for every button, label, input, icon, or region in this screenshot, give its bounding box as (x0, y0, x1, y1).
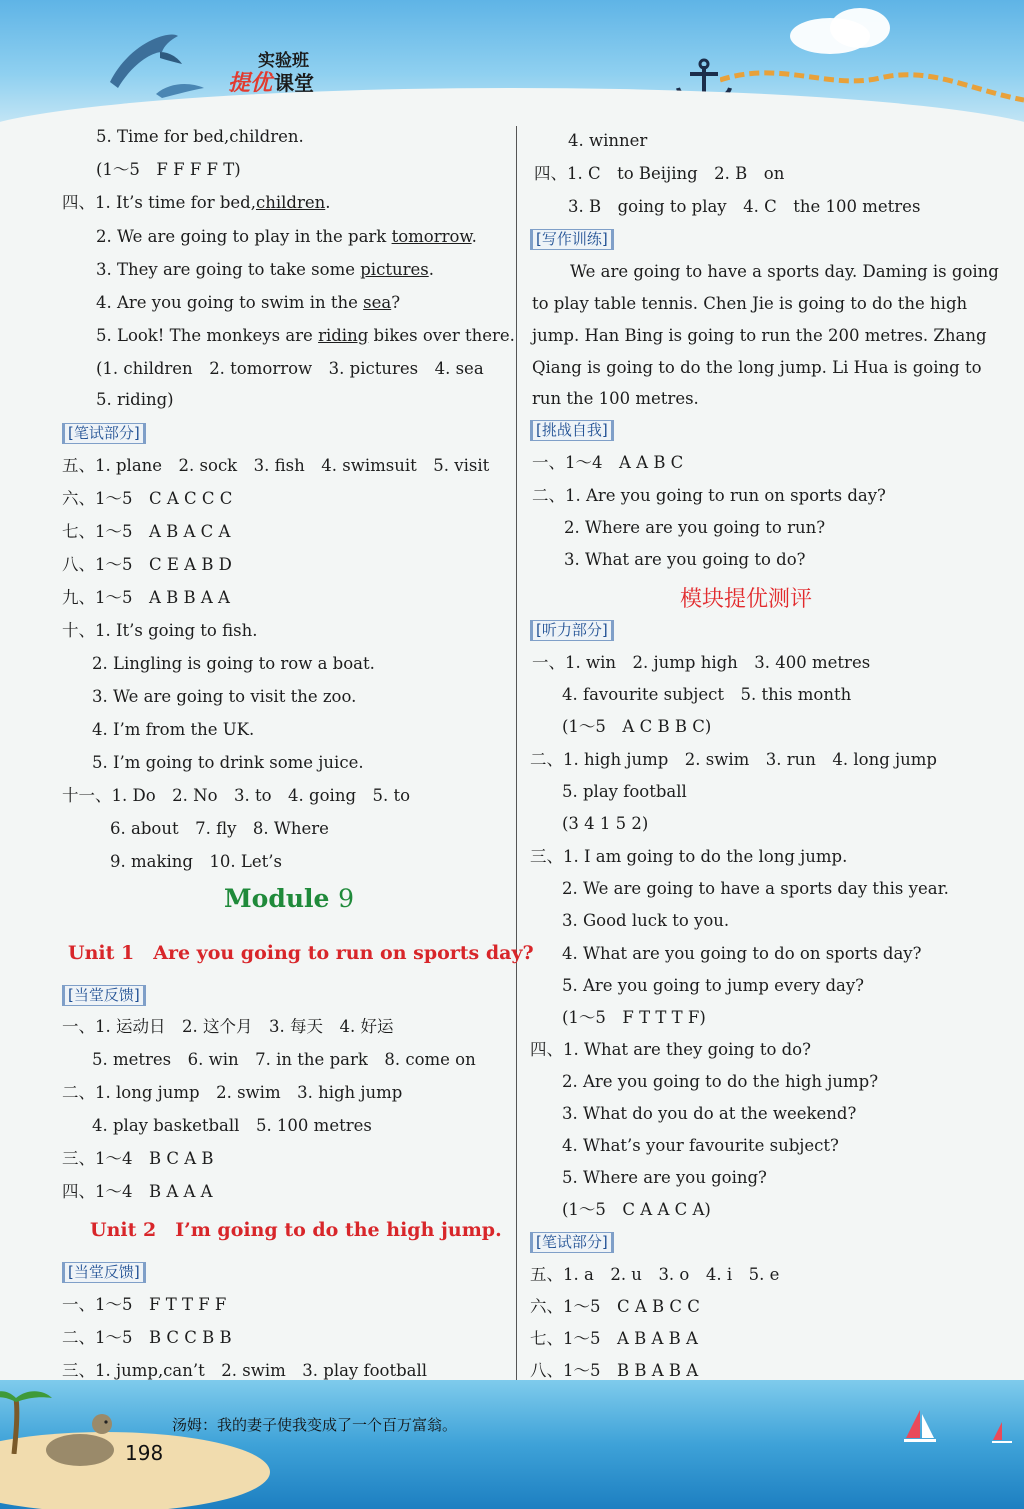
essay-line: We are going to have a sports day. Daming is going (570, 262, 999, 281)
answer-line: 八、1～5 C E A B D (62, 555, 232, 574)
answer-line: 二、1. long jump 2. swim 3. high jump (62, 1083, 403, 1102)
answer-line: 一、1～4 A A B C (532, 453, 684, 472)
answer-line: 四、1～4 B A A A (62, 1182, 213, 1201)
answer-line: 2. Lingling is going to row a boat. (92, 654, 375, 673)
answer-line: 四、1. It’s time for bed,children. (62, 193, 331, 212)
answer-line: 6. about 7. fly 8. Where (110, 819, 329, 838)
answer-line: 十一、1. Do 2. No 3. to 4. going 5. to (62, 786, 411, 805)
answer-line: 4. What’s your favourite subject? (562, 1136, 839, 1155)
answer-line: 二、1. high jump 2. swim 3. run 4. long jump (530, 750, 937, 769)
answer-line: 3. What do you do at the weekend? (562, 1104, 857, 1123)
answer-line: 七、1～5 A B A B A (530, 1329, 698, 1348)
answer-line: (1. children 2. tomorrow 3. pictures 4. sea (96, 359, 484, 378)
answer-line: 2. Where are you going to run? (564, 518, 826, 537)
answer-line: 一、1～5 F T T F F (62, 1295, 227, 1314)
answer-line: 七、1～5 A B A C A (62, 522, 231, 541)
answer-line: 四、1. What are they going to do? (530, 1040, 811, 1059)
answer-line: 5. I’m going to drink some juice. (92, 753, 364, 772)
section-label: [当堂反馈] (62, 985, 146, 1006)
answer-line: 二、1～5 B C C B B (62, 1328, 232, 1347)
unit-title: Unit 1 Are you going to run on sports day? (68, 942, 534, 964)
section-label: [写作训练] (530, 229, 614, 250)
answer-line: (1～5 C A A C A) (562, 1200, 711, 1219)
section-label: [听力部分] (530, 620, 614, 641)
seal-icon (40, 1410, 120, 1470)
answer-line: 4. winner (568, 131, 648, 150)
answer-line: 5. Time for bed,children. (96, 127, 304, 146)
logo-tiyou: 提优 (228, 71, 273, 96)
answer-line: 三、1～4 B C A B (62, 1149, 214, 1168)
answer-line: 3. Good luck to you. (562, 911, 730, 930)
answer-line: (3 4 1 5 2) (562, 814, 649, 833)
answer-line: 4. Are you going to swim in the sea? (96, 293, 401, 312)
answer-line: 3. They are going to take some pictures. (96, 260, 434, 279)
logo-class: 课堂 (274, 71, 315, 95)
answer-line: 四、1. C to Beijing 2. B on (534, 164, 785, 183)
sailboat-icon (900, 1406, 940, 1446)
essay-line: run the 100 metres. (532, 389, 699, 408)
section-label: [挑战自我] (530, 420, 614, 441)
footer-quote: 汤姆：我的妻子使我变成了一个百万富翁。 (172, 1416, 458, 1434)
answer-line: 4. favourite subject 5. this month (562, 685, 852, 704)
section-label: [笔试部分] (530, 1232, 614, 1253)
sailboat-icon (990, 1420, 1014, 1446)
answer-line: 三、1. I am going to do the long jump. (530, 847, 848, 866)
answer-line: 六、1～5 C A C C C (62, 489, 233, 508)
essay-line: Qiang is going to do the long jump. Li Hua is going to (532, 358, 982, 377)
section-label: [笔试部分] (62, 423, 146, 444)
answer-line: 3. We are going to visit the zoo. (92, 687, 357, 706)
answer-line: 5. Where are you going? (562, 1168, 767, 1187)
answer-line: 5. Are you going to jump every day? (562, 976, 865, 995)
logo-top-text: 实验班 (258, 51, 309, 71)
answer-line: 4. play basketball 5. 100 metres (92, 1116, 372, 1135)
answer-line: 4. I’m from the UK. (92, 720, 255, 739)
essay-line: to play table tennis. Chen Jie is going to do the high (532, 294, 968, 313)
answer-line: 5. Look! The monkeys are riding bikes over there. (96, 326, 515, 345)
section-label: [当堂反馈] (62, 1262, 146, 1283)
answer-line: 2. Are you going to do the high jump? (562, 1072, 879, 1091)
answer-line: 十、1. It’s going to fish. (62, 621, 258, 640)
answer-line: (1～5 F F F F T) (96, 160, 241, 179)
answer-line: 5. riding) (96, 390, 174, 409)
answer-line: 六、1～5 C A B C C (530, 1297, 700, 1316)
answer-line: 九、1～5 A B B A A (62, 588, 230, 607)
answer-line: 一、1. win 2. jump high 3. 400 metres (532, 653, 871, 672)
answer-line: 5. play football (562, 782, 687, 801)
answer-line: 一、1. 运动日 2. 这个月 3. 每天 4. 好运 (62, 1017, 394, 1036)
column-divider (516, 126, 517, 1381)
answer-line: 八、1～5 B B A B A (530, 1361, 699, 1380)
answer-line: (1～5 A C B B C) (562, 717, 712, 736)
essay-line: jump. Han Bing is going to run the 200 metres. Zhang (532, 326, 987, 345)
answer-line: 3. B going to play 4. C the 100 metres (568, 197, 921, 216)
answer-line: 9. making 10. Let’s (110, 852, 282, 871)
module-title: Module 9 (224, 884, 355, 913)
answer-line: 五、1. a 2. u 3. o 4. i 5. e (530, 1265, 780, 1284)
answer-line: 5. metres 6. win 7. in the park 8. come on (92, 1050, 476, 1069)
section-title: 模块提优测评 (680, 587, 813, 612)
answer-line: (1～5 F T T T F) (562, 1008, 706, 1027)
unit-title: Unit 2 I’m going to do the high jump. (90, 1219, 502, 1241)
answer-line: 4. What are you going to do on sports day? (562, 944, 922, 963)
cloud-icon (830, 8, 890, 48)
answer-line: 五、1. plane 2. sock 3. fish 4. swimsuit 5. visit (62, 456, 490, 475)
answer-line: 2. We are going to have a sports day this year. (562, 879, 949, 898)
page-number: 198 (125, 1441, 164, 1465)
dolphin-icon (100, 22, 210, 102)
header-banner (0, 0, 1024, 135)
answer-line: 二、1. Are you going to run on sports day? (532, 486, 886, 505)
answer-line: 3. What are you going to do? (564, 550, 806, 569)
answer-line: 2. We are going to play in the park tomorrow. (96, 227, 477, 246)
logo-bottom-text (228, 66, 314, 97)
answer-line: 三、1. jump,can’t 2. swim 3. play football (62, 1361, 428, 1380)
